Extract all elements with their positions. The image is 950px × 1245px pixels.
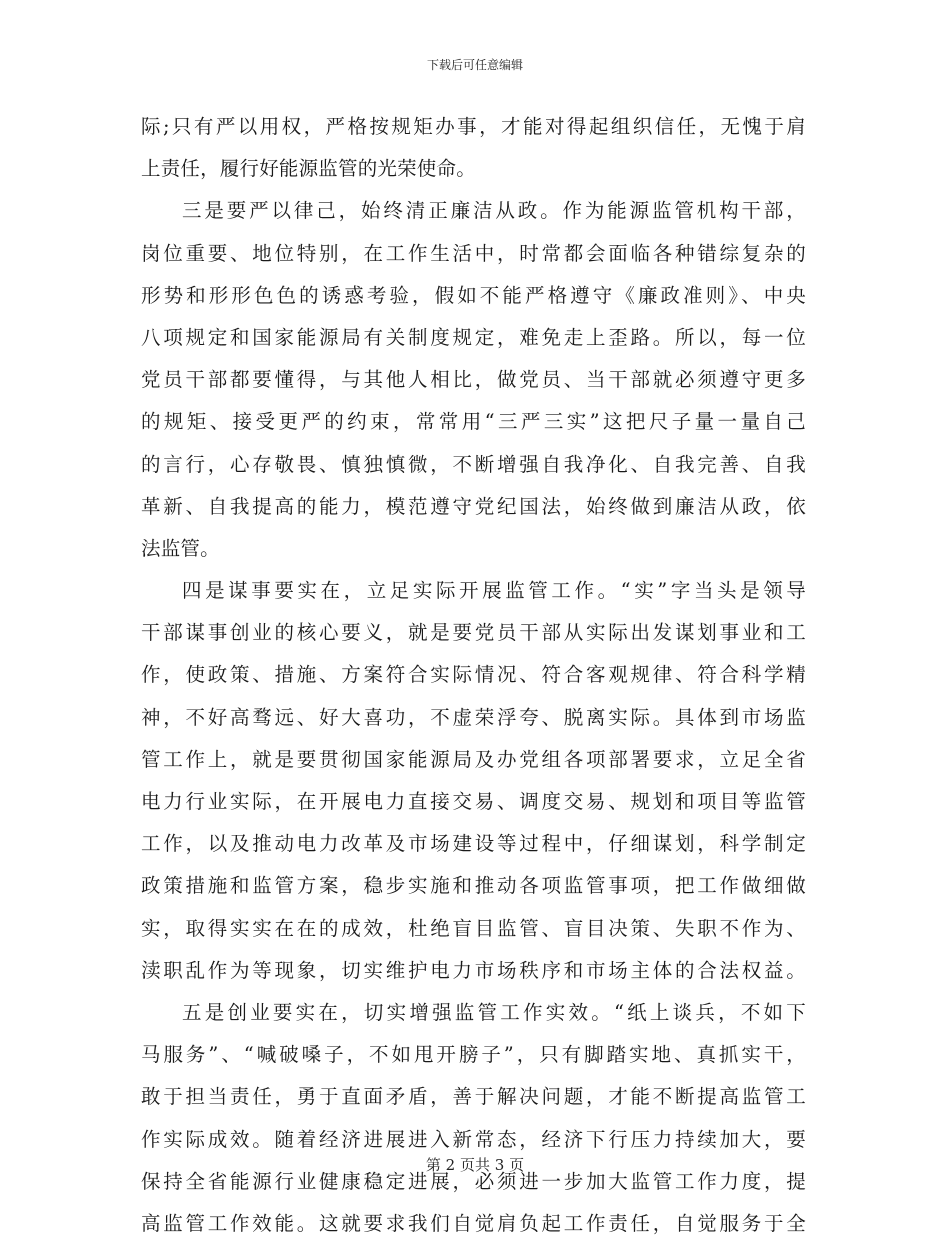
text-line: 作实际成效。随着经济进展进入新常态，经济下行压力持续加大，要 [141, 1127, 806, 1151]
text-line: 渎职乱作为等现象，切实维护电力市场秩序和市场主体的合法权益。 [141, 958, 806, 982]
text-line: 神，不好高骛远、好大喜功，不虚荣浮夸、脱离实际。具体到市场监 [141, 705, 806, 729]
text-line: 上责任，履行好能源监管的光荣使命。 [141, 157, 476, 181]
text-line: 高监管工作效能。这就要求我们自觉肩负起工作责任，自觉服务于全 [141, 1211, 806, 1235]
text-line: 际;只有严以用权，严格按规矩办事，才能对得起组织信任，无愧于肩 [141, 115, 806, 138]
text-line: 敢于担当责任，勇于直面矛盾，善于解决问题，才能不断提高监管工 [141, 1085, 806, 1109]
text-line: 革新、自我提高的能力，模范遵守党纪国法，始终做到廉洁从政，依 [141, 494, 806, 518]
text-line: 岗位重要、地位特别，在工作生活中，时常都会面临各种错综复杂的 [141, 241, 806, 265]
text-line: 实，取得实实在在的成效，杜绝盲目监管、盲目决策、失职不作为、 [141, 916, 806, 940]
text-line: 干部谋事创业的核心要义，就是要党员干部从实际出发谋划事业和工 [141, 621, 806, 645]
text-line: 电力行业实际，在开展电力直接交易、调度交易、规划和项目等监管 [141, 790, 806, 813]
text-line: 三是要严以律己，始终清正廉洁从政。作为能源监管机构干部， [182, 199, 806, 223]
text-line: 四是谋事要实在，立足实际开展监管工作。“实”字当头是领导 [182, 579, 806, 603]
text-line: 工作，以及推动电力改革及市场建设等过程中，仔细谋划，科学制定 [141, 832, 806, 856]
text-line: 政策措施和监管方案，稳步实施和推动各项监管事项，把工作做细做 [141, 874, 806, 898]
text-line: 马服务”、“喊破嗓子，不如甩开膀子”，只有脚踏实地、真抓实干， [141, 1043, 806, 1067]
text-line: 管工作上，就是要贯彻国家能源局及办党组各项部署要求，立足全省 [141, 747, 806, 771]
text-line: 的规矩、接受更严的约束，常常用“三严三实”这把尺子量一量自己 [141, 410, 806, 434]
text-line: 五是创业要实在，切实增强监管工作实效。“纸上谈兵，不如下 [182, 1000, 806, 1024]
page-header: 下载后可任意编辑 [426, 58, 523, 72]
text-line: 的言行，心存敬畏、慎独慎微，不断增强自我净化、自我完善、自我 [141, 452, 806, 476]
text-line: 法监管。 [141, 536, 220, 560]
text-line: 保持全省能源行业健康稳定进展，必须进一步加大监管工作力度，提 [141, 1169, 806, 1193]
text-line: 党员干部都要懂得，与其他人相比，做党员、当干部就必须遵守更多 [141, 368, 806, 392]
page-footer: 第 2 页共 3 页 [425, 1156, 525, 1174]
text-line: 形势和形形色色的诱惑考验，假如不能严格遵守《廉政准则》、中央 [141, 283, 806, 307]
text-line: 八项规定和国家能源局有关制度规定，难免走上歪路。所以，每一位 [141, 325, 806, 349]
text-line: 作，使政策、措施、方案符合实际情况、符合客观规律、符合科学精 [141, 663, 806, 687]
document-body [141, 106, 806, 1245]
